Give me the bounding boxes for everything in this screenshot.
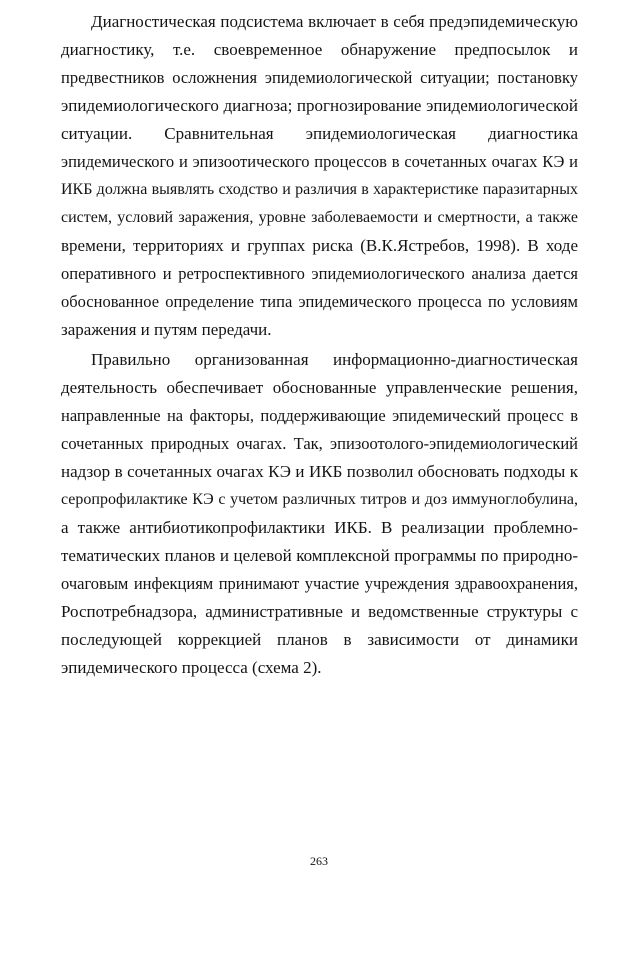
text-line: заражения и путям передачи.: [61, 320, 272, 339]
text-line: эпидемического и эпизоотического процессов в сочетанных очагах КЭ и: [61, 152, 578, 171]
text-line: сочетанных природных очагах. Так, эпизоотолого-эпидемиологический: [61, 434, 578, 453]
text-line: диагностику, т.е. своевременное обнаружение предпосылок и: [61, 40, 578, 59]
text-line: предвестников осложнения эпидемиологической ситуации; постановку: [61, 68, 578, 87]
text-line: тематических планов и целевой комплексной программы по природно-: [61, 546, 578, 565]
text-line: Правильно организованная информационно-диагностическая: [91, 350, 578, 369]
text-line: ИКБ должна выявлять сходство и различия в характеристике паразитарных: [61, 181, 578, 198]
text-line: серопрофилактике КЭ с учетом различных титров и доз иммуноглобулина,: [61, 491, 578, 508]
text-line: очаговым инфекциям принимают участие учреждения здравоохранения,: [61, 574, 578, 593]
text-line: эпидемиологического диагноза; прогнозирование эпидемиологической: [61, 96, 578, 115]
text-line: деятельность обеспечивает обоснованные управленческие решения,: [61, 378, 578, 397]
text-line: Роспотребнадзора, административные и ведомственные структуры с: [61, 602, 578, 621]
text-line: систем, условий заражения, уровне заболеваемости и смертности, а также: [61, 209, 578, 226]
text-line: надзор в сочетанных очагах КЭ и ИКБ позволил обосновать подходы к: [61, 462, 578, 481]
text-line: времени, территориях и группах риска (В.К.Ястребов, 1998). В ходе: [61, 236, 578, 255]
text-line: ситуации. Сравнительная эпидемиологическая диагностика: [61, 124, 578, 143]
text-line: а также антибиотикопрофилактики ИКБ. В реализации проблемно-: [61, 518, 578, 537]
text-line: направленные на факторы, поддерживающие эпидемический процесс в: [61, 406, 578, 425]
text-line: оперативного и ретроспективного эпидемиологического анализа дается: [61, 264, 578, 283]
text-line: эпидемического процесса (схема 2).: [61, 658, 322, 677]
text-line: обоснованное определение типа эпидемического процесса по условиям: [61, 292, 578, 311]
text-line: последующей коррекцией планов в зависимости от динамики: [61, 630, 578, 649]
page-number: 263: [310, 854, 328, 868]
text-line: Диагностическая подсистема включает в себя предэпидемическую: [91, 12, 578, 31]
